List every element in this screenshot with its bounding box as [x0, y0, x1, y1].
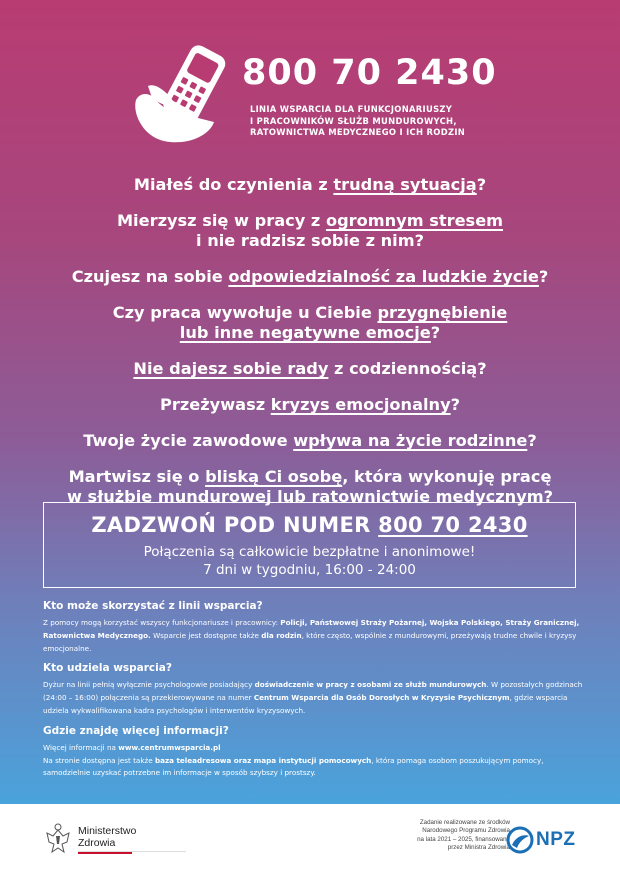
hotline-tagline: [250, 104, 465, 139]
question-text: Czy praca wywołuje u Ciebie: [112, 303, 378, 322]
info-emphasis: baza teleadresowa oraz mapa instytucji pomocowych: [154, 755, 372, 765]
info-emphasis: doświadczenie w pracy z osobami ze służb mundurowych: [254, 680, 487, 690]
question-text: Czujesz na sobie: [71, 267, 229, 286]
npz-label: NPZ: [536, 829, 576, 850]
question: [0, 359, 620, 379]
questions-list: [0, 175, 620, 523]
question-line: [0, 211, 620, 231]
phone-in-hand-icon: [130, 42, 234, 146]
info-section: [43, 600, 583, 787]
funding-line: Zadanie realizowane ze środków: [419, 819, 510, 826]
question-text: w służbie mundurowej lub ratownictwie medycznym?: [66, 487, 554, 506]
npz-logo-icon: [506, 826, 534, 854]
info-emphasis: dla rodzin: [261, 630, 302, 640]
question-highlight: Nie dajesz sobie rady: [133, 359, 329, 378]
funding-line: Narodowego Programu Zdrowia: [422, 827, 510, 835]
ministry-name-line: Ministerstwo: [78, 825, 137, 837]
question-highlight: wpływa na życie rodzinne: [293, 431, 528, 450]
hotline-number: 800 70 2430: [242, 53, 497, 93]
info-text: , które często, wspólnie z mundurowymi, przeżywają trudne chwile i kryzysy emocjonalne.: [43, 630, 577, 653]
question-highlight: kryzys emocjonalny: [270, 395, 451, 414]
question: [0, 267, 620, 287]
info-text: , gdzie wsparcia udziela wykwalifikowana kadra psychologów i interwentów kryzysowych.: [43, 693, 568, 715]
question-highlight: bliską Ci osobę: [205, 467, 343, 486]
question-text: ?: [430, 323, 441, 342]
info-paragraph: [43, 742, 583, 780]
call-free-anonymous: Połączenia są całkowicie bezpłatne i anonimowe!: [143, 544, 476, 560]
info-heading: Gdzie znajdę więcej informacji?: [43, 724, 229, 737]
question-line: [0, 467, 620, 487]
question-text: ?: [527, 431, 537, 450]
npz-logo: [506, 825, 586, 855]
question-highlight: lub inne negatywne emocje: [179, 323, 431, 342]
header: [130, 38, 500, 148]
tagline-line: LINIA WSPARCIA DLA FUNKCJONARIUSZY: [250, 104, 453, 114]
info-text: , która pomaga osobom poszukującym pomocy, samodzielnie uzyskać potrzebne im informacje w sposób szybszy i prostszy.: [43, 755, 544, 778]
question-highlight: ogromnym stresem: [325, 211, 504, 230]
question-line: [0, 431, 620, 451]
question-text: ?: [450, 395, 461, 414]
question-text: Miałeś do czynienia z: [133, 175, 334, 194]
info-emphasis: www.centrumwsparcia.pl: [118, 742, 221, 752]
question-text: ?: [476, 175, 487, 194]
info-text: Więcej informacji na: [43, 742, 119, 752]
question: [0, 395, 620, 415]
info-emphasis: Policji, Państwowej Straży Pożarnej, Wojska Polskiego, Straży Granicznej, Ratownictwa Medycznego.: [43, 618, 580, 640]
call-hours: 7 dni w tygodniu, 16:00 - 24:00: [203, 562, 416, 578]
info-paragraph: [43, 617, 583, 655]
question-line: [0, 231, 620, 251]
question: [0, 431, 620, 451]
ministry-flag-line: [78, 851, 186, 854]
question-line: [0, 267, 620, 287]
question-text: z codziennością?: [328, 359, 487, 378]
funding-note: [360, 819, 510, 853]
question-highlight: przygnębienie: [377, 303, 508, 322]
call-title: [44, 513, 575, 537]
question-line: [0, 303, 620, 323]
ministry-logo: [44, 822, 154, 862]
question-text: Martwisz się o: [68, 467, 206, 486]
question-text: Twoje życie zawodowe: [83, 431, 294, 450]
question-line: [0, 359, 620, 379]
info-text: Dyżur na linii pełnią wyłącznie psychologowie posiadający: [43, 680, 255, 690]
funding-line: na lata 2021 – 2025, finansowane: [417, 835, 510, 843]
question-text: Przeżywasz: [159, 395, 271, 414]
question-highlight: odpowiedzialność za ludzkie życie: [228, 267, 539, 286]
info-heading: Kto udziela wsparcia?: [43, 662, 172, 675]
question-line: [0, 175, 620, 195]
info-text: . W pozostałych godzinach (24:00 – 16:00) połączenia są przekierowywane na numer: [43, 680, 583, 703]
question-text: ?: [538, 267, 549, 286]
question: [0, 175, 620, 195]
question: [0, 211, 620, 251]
info-text: Z pomocy mogą korzystać wszyscy funkcjonariusze i pracownicy:: [43, 618, 281, 627]
question-line: [0, 323, 620, 343]
question-text: Mierzysz się w pracy z: [116, 211, 326, 230]
question-text: i nie radzisz sobie z nim?: [196, 231, 424, 250]
ministry-name: [78, 825, 136, 849]
call-box: [43, 502, 576, 588]
info-emphasis: Centrum Wsparcia dla Osób Dorosłych w Kryzysie Psychicznym: [253, 693, 510, 703]
tagline-line: RATOWNICTWA MEDYCZNEGO I ICH RODZIN: [250, 127, 466, 137]
tagline-line: I PRACOWNIKÓW SŁUŻB MUNDUROWYCH,: [250, 115, 457, 126]
question-line: [0, 395, 620, 415]
question-text: , która wykonuję pracę: [342, 467, 552, 486]
info-paragraph: [43, 679, 583, 717]
funding-line: przez Ministra Zdrowia: [447, 844, 510, 852]
question-highlight: trudną sytuacją: [333, 175, 477, 194]
info-heading: Kto może skorzystać z linii wsparcia?: [43, 600, 263, 612]
info-text: Wsparcie jest dostępne także: [150, 630, 262, 640]
footer: [0, 804, 620, 875]
question: [0, 467, 620, 507]
polish-eagle-icon: [44, 822, 72, 856]
question: [0, 303, 620, 343]
call-title-prefix: ZADZWOŃ POD NUMER: [91, 513, 379, 537]
info-text: Na stronie dostępna jest także: [43, 755, 155, 765]
ministry-name-line: Zdrowia: [78, 837, 116, 849]
call-number: 800 70 2430: [378, 513, 528, 537]
